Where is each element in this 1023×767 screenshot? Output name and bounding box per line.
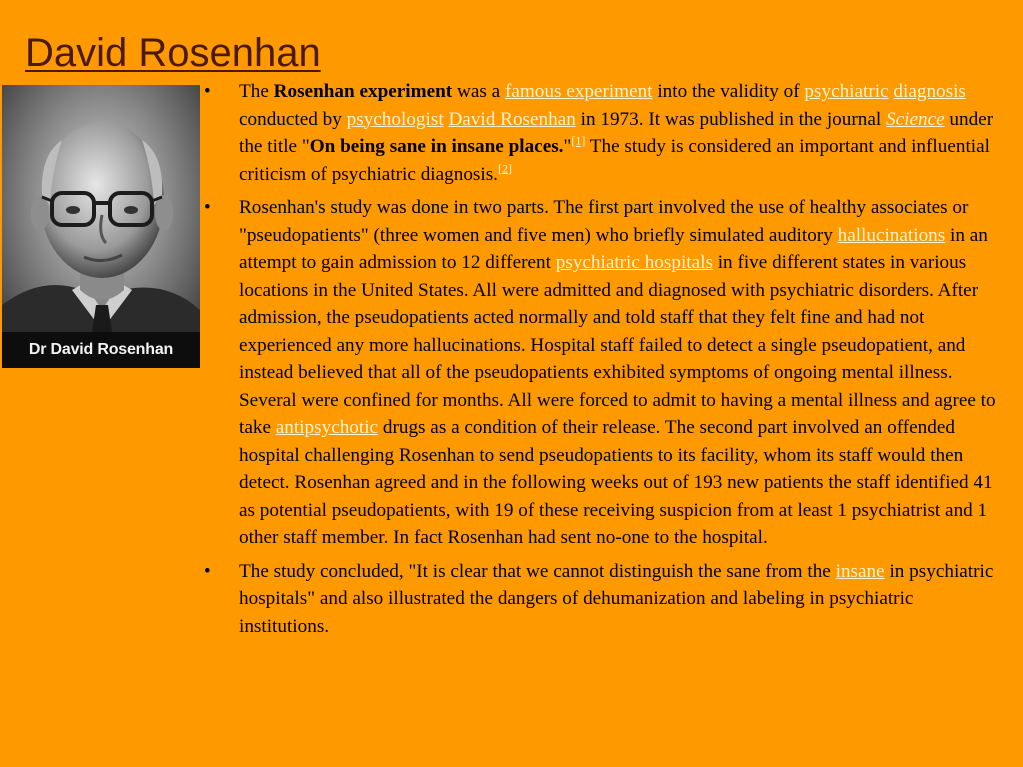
- portrait-illustration: [2, 85, 200, 368]
- bold-term: Rosenhan experiment: [273, 81, 453, 102]
- link-psychologist[interactable]: psychologist: [346, 108, 444, 130]
- reference-2: [498, 161, 512, 175]
- bullet-marker: •: [204, 197, 211, 218]
- link-psychiatric-hospitals[interactable]: psychiatric hospitals: [555, 252, 713, 273]
- bullet-marker: •: [204, 81, 211, 102]
- link-psychiatric[interactable]: psychiatric: [804, 81, 889, 102]
- link-david-rosenhan[interactable]: David Rosenhan: [448, 108, 576, 130]
- reference-link-1[interactable]: [1]: [571, 133, 586, 148]
- link-famous-experiment[interactable]: famous experiment: [504, 81, 653, 102]
- link-science[interactable]: Science: [886, 108, 945, 130]
- link-insane[interactable]: insane: [835, 560, 885, 582]
- bullet-list: [202, 78, 1002, 646]
- slide-title: David Rosenhan: [25, 31, 321, 75]
- reference-link-2[interactable]: [2]: [497, 161, 512, 176]
- list-item: • The Rosenhan experiment was a famous experiment into the validity of psychiatric diagnosis conducted by psychologist David Rosenhan in 1973. It was published in the journal Science under the title "On being sane in insane places."[1] The study is considered an important and influential criticism of psychiatric diagnosis.[2]: [202, 78, 1002, 188]
- list-item: • The study concluded, "It is clear that we cannot distinguish the sane from the insane in psychiatric hospitals" and also illustrated the dangers of dehumanization and labeling in psychiatric institutions.: [202, 558, 1002, 641]
- photo-caption: Dr David Rosenhan: [2, 332, 200, 368]
- link-antipsychotic[interactable]: antipsychotic: [275, 417, 379, 438]
- reference-1: [571, 134, 585, 148]
- link-hallucinations[interactable]: hallucinations: [837, 224, 946, 246]
- bold-paper-title: On being sane in insane places.: [309, 136, 564, 157]
- bullet-marker: •: [204, 560, 211, 582]
- link-diagnosis[interactable]: diagnosis: [893, 81, 966, 102]
- portrait-photo: [2, 85, 200, 368]
- list-item: • Rosenhan's study was done in two parts. The first part involved the use of healthy associates or "pseudopatients" (three women and five men) who briefly simulated auditory hallucinations in an attempt to gain admission to 12 different psychiatric hospitals in five different states in various locations in the United States. All were admitted and diagnosed with psychiatric disorders. After admission, the pseudopatients acted normally and told staff that they felt fine and had not experienced any more hallucinations. Hospital staff failed to detect a single pseudopatient, and instead believed that all of the pseudopatients exhibited symptoms of ongoing mental illness. Several were confined for months. All were forced to admit to having a mental illness and agree to take antipsychotic drugs as a condition of their release. The second part involved an offended hospital challenging Rosenhan to send pseudopatients to its facility, whom its staff would then detect. Rosenhan agreed and in the following weeks out of 193 new patients the staff identified 41 as potential pseudopatients, with 19 of these receiving suspicion from at least 1 psychiatrist and 1 other staff member. In fact Rosenhan had sent no-one to the hospital.: [202, 194, 1002, 552]
